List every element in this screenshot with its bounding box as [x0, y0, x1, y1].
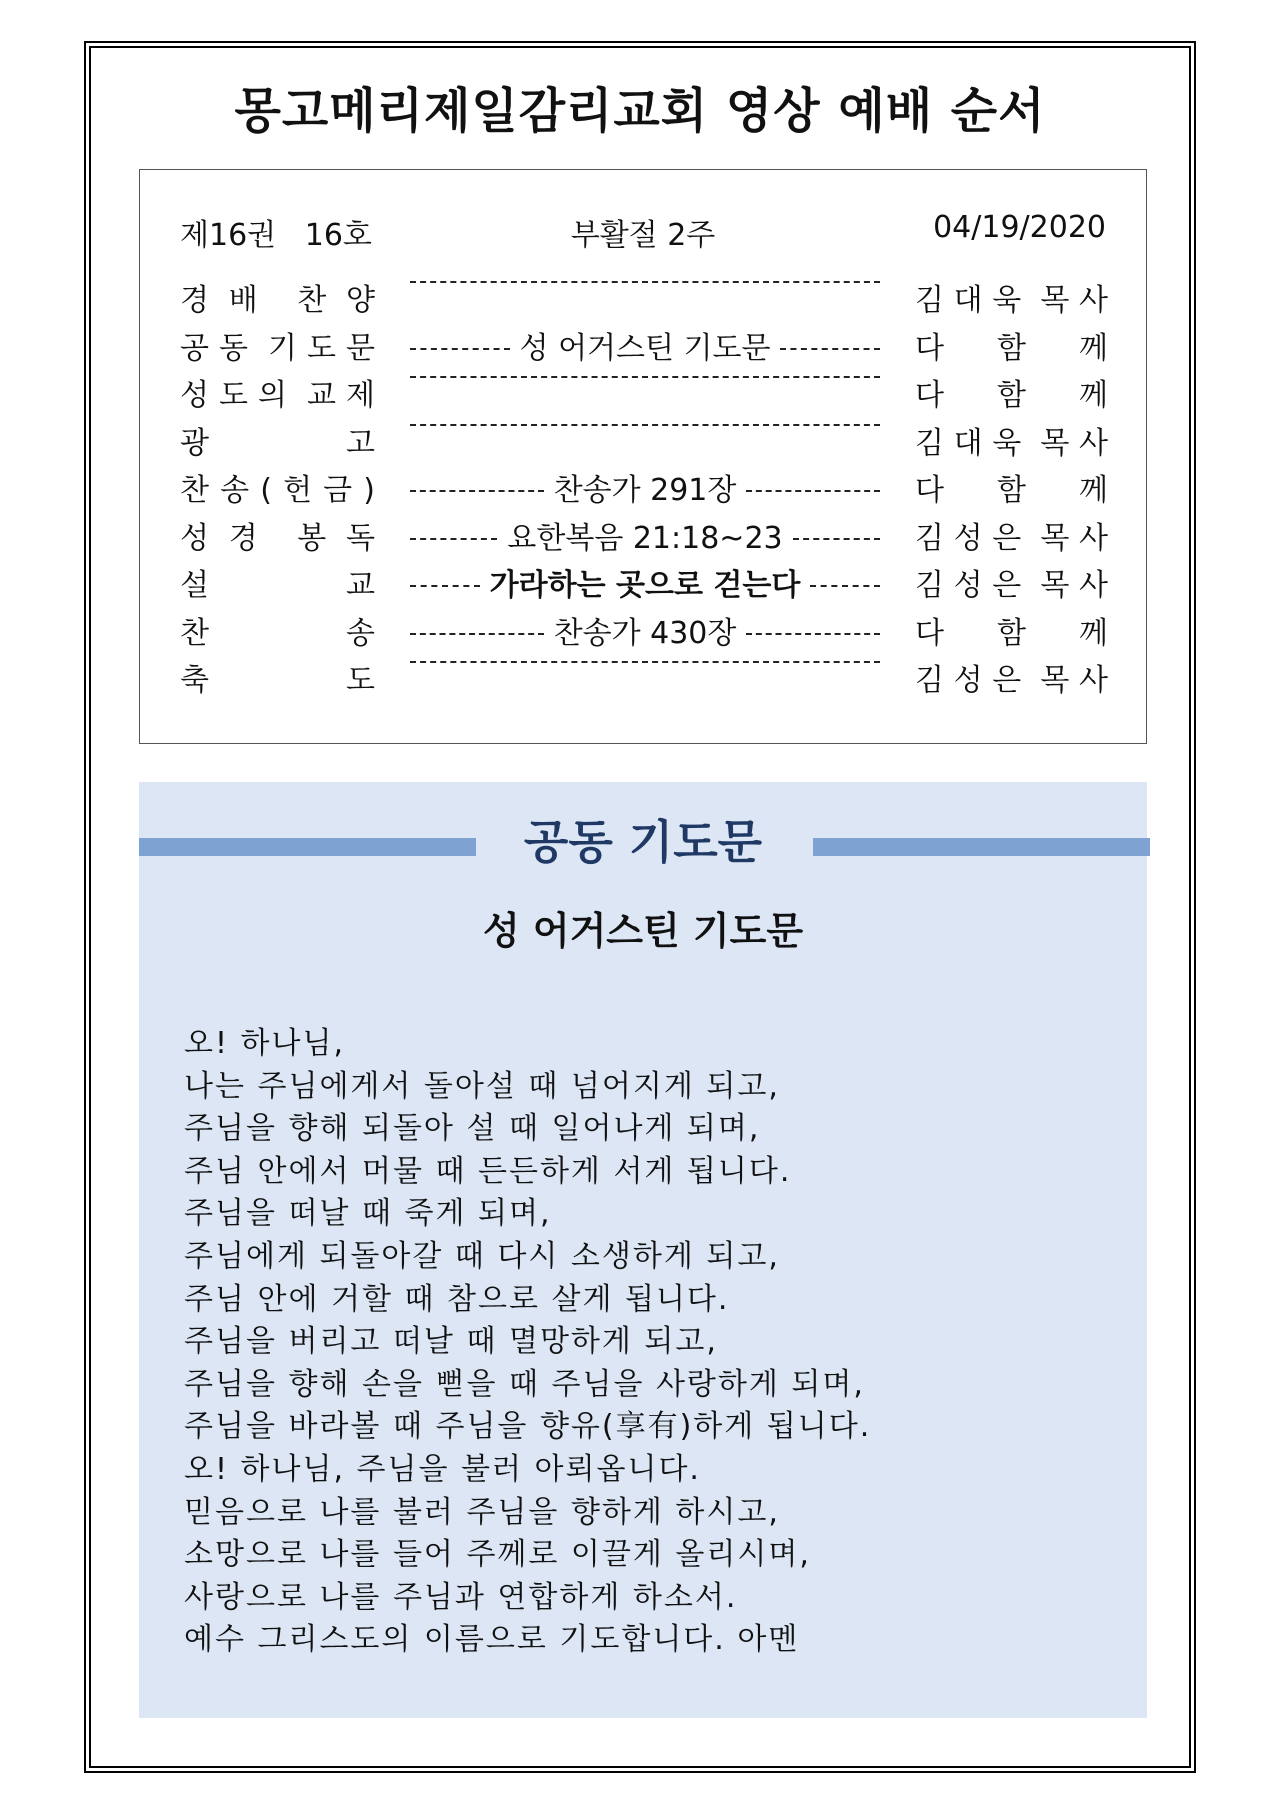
dash-leader	[410, 376, 880, 378]
order-item-detail	[410, 376, 880, 378]
order-leader-char: 다	[915, 615, 944, 651]
order-item-leader	[915, 281, 1108, 321]
dash-leader	[410, 348, 510, 350]
order-item-char: 금	[323, 473, 353, 508]
bulletin-header	[180, 210, 1106, 253]
panel-heading-row	[139, 812, 1147, 872]
order-item-char: 헌	[283, 473, 313, 508]
order-item-char: 독	[346, 520, 375, 556]
order-item-char: 도	[307, 330, 336, 366]
order-row	[180, 329, 1106, 377]
order-item-name	[180, 376, 375, 416]
dash-leader	[793, 538, 880, 540]
order-leader-char: 사	[1078, 425, 1108, 461]
order-leader-char: 다	[915, 473, 944, 508]
prayer-line: 나는 주님에게서 돌아설 때 넘어지게 되고,	[184, 1068, 780, 1104]
order-item-char: 찬	[180, 615, 209, 651]
prayer-line: 주님을 바라볼 때 주님을 향유(享有)하게 됩니다.	[184, 1409, 872, 1445]
order-item-leader	[915, 614, 1108, 654]
order-item-char: 성	[180, 378, 209, 413]
order-leader-char: 함	[996, 378, 1026, 413]
dash-leader	[410, 281, 880, 283]
prayer-line: 믿음으로 나를 불러 주님을 향하게 하시고,	[184, 1494, 780, 1530]
order-item-leader	[915, 471, 1108, 511]
prayer-line: 주님을 향해 손을 뻗을 때 주님을 사랑하게 되며,	[184, 1366, 865, 1402]
order-item-char: 경	[228, 520, 258, 556]
dash-leader	[410, 424, 880, 426]
order-item-leader	[915, 376, 1108, 416]
order-leader-char: 함	[996, 615, 1026, 651]
order-item-detail	[410, 471, 880, 511]
order-row	[180, 281, 1106, 329]
order-item-detail	[410, 519, 880, 559]
order-item-detail-text: 찬송가 291장	[553, 473, 737, 508]
prayer-line: 주님을 향해 되돌아 설 때 일어나게 되며,	[184, 1111, 761, 1147]
order-item-char: 배	[228, 283, 258, 318]
order-leader-char: 사	[1078, 663, 1108, 698]
order-leader-char: 다	[915, 330, 944, 366]
dash-leader	[746, 490, 880, 492]
order-item-name	[180, 614, 375, 654]
sermon-title: 가라하는 곳으로 걷는다	[489, 568, 801, 603]
season-label: 부활절 2주	[570, 218, 716, 253]
panel-heading-text: 공동 기도문	[488, 815, 798, 869]
order-row	[180, 471, 1106, 519]
order-leader-char: 은	[992, 520, 1022, 556]
order-item-char: 봉	[297, 520, 327, 556]
order-row	[180, 424, 1106, 472]
order-leader-char: 께	[1078, 378, 1108, 413]
order-leader-char: 다	[915, 378, 944, 413]
order-leader-char: 욱	[992, 425, 1022, 461]
order-leader-char: 김	[915, 568, 944, 603]
order-item-name	[180, 329, 375, 369]
order-leader-char: 사	[1078, 568, 1108, 603]
order-item-detail	[410, 281, 880, 283]
order-item-detail	[410, 424, 880, 426]
order-item-detail-text: 찬송가 430장	[553, 615, 737, 651]
order-item-char: 도	[219, 378, 248, 413]
prayer-title: 성 어거스틴 기도문	[482, 909, 804, 953]
order-leader-char: 김	[915, 520, 944, 556]
order-item-char: 찬	[297, 283, 327, 318]
order-item-leader	[915, 661, 1108, 701]
order-row	[180, 519, 1106, 567]
worship-order-box	[139, 169, 1147, 744]
order-item-char: 찬	[180, 473, 209, 508]
order-leader-char: 성	[953, 663, 983, 698]
order-item-char: )	[363, 473, 375, 508]
prayer-line: 주님에게 되돌아갈 때 다시 소생하게 되고,	[184, 1238, 780, 1274]
common-prayer-panel	[139, 782, 1147, 1718]
order-row	[180, 566, 1106, 614]
order-row	[180, 614, 1106, 662]
dash-leader	[410, 585, 480, 587]
panel-heading	[139, 812, 1147, 872]
order-item-detail	[410, 661, 880, 663]
order-item-char: 송	[346, 615, 375, 651]
prayer-line: 주님 안에 거할 때 참으로 살게 됩니다.	[184, 1281, 730, 1317]
dash-leader	[780, 348, 880, 350]
order-item-char: 설	[180, 568, 209, 603]
order-leader-char: 목	[1040, 283, 1070, 318]
prayer-line: 오! 하나님,	[184, 1026, 346, 1061]
prayer-line: 오! 하나님, 주님을 불러 아뢰옵니다.	[184, 1451, 701, 1487]
order-item-char: 광	[180, 425, 209, 461]
order-leader-char: 김	[915, 425, 944, 461]
order-item-char: 양	[346, 283, 375, 318]
order-leader-char: 목	[1040, 425, 1070, 461]
order-item-leader	[915, 519, 1108, 559]
order-item-char: 교	[307, 378, 336, 413]
order-leader-char: 목	[1040, 520, 1070, 556]
order-leader-char: 함	[996, 330, 1026, 366]
order-leader-char: 은	[992, 568, 1022, 603]
order-item-char: 경	[180, 283, 209, 318]
order-leader-char: 김	[915, 283, 944, 318]
order-item-char: (	[260, 473, 272, 508]
order-leader-char: 께	[1078, 615, 1108, 651]
prayer-line: 주님 안에서 머물 때 든든하게 서게 됩니다.	[184, 1153, 792, 1189]
dash-leader	[410, 538, 497, 540]
order-leader-char: 성	[953, 568, 983, 603]
order-leader-char: 함	[996, 473, 1026, 508]
order-item-detail	[410, 566, 880, 606]
volume-number: 제16권 16호	[180, 218, 372, 253]
order-leader-char: 께	[1078, 473, 1108, 508]
order-item-char: 성	[180, 520, 209, 556]
order-leader-char: 성	[953, 520, 983, 556]
order-item-name	[180, 519, 375, 559]
order-item-char: 의	[258, 378, 287, 413]
dash-leader	[746, 633, 880, 635]
order-item-leader	[915, 424, 1108, 464]
order-leader-char: 대	[953, 425, 983, 461]
order-item-char: 고	[346, 425, 375, 461]
order-item-char: 공	[180, 330, 209, 366]
order-item-char: 도	[346, 663, 375, 698]
order-item-char: 동	[219, 330, 248, 366]
order-item-name	[180, 566, 375, 606]
order-item-char: 제	[346, 378, 375, 413]
order-item-name	[180, 281, 375, 321]
order-item-leader	[915, 329, 1108, 369]
order-row	[180, 661, 1106, 709]
order-item-char: 기	[268, 330, 297, 366]
dash-leader	[410, 490, 544, 492]
order-leader-char: 께	[1078, 330, 1108, 366]
prayer-line: 예수 그리스도의 이름으로 기도합니다. 아멘	[184, 1622, 800, 1658]
prayer-line: 주님을 떠날 때 죽게 되며,	[184, 1196, 552, 1232]
prayer-line: 사랑으로 나를 주님과 연합하게 하소서.	[184, 1579, 738, 1615]
order-list	[180, 281, 1106, 709]
order-item-name	[180, 471, 375, 511]
order-item-char: 축	[180, 663, 209, 698]
dash-leader	[410, 661, 880, 663]
prayer-line: 주님을 버리고 떠날 때 멸망하게 되고,	[184, 1324, 718, 1360]
order-item-detail	[410, 329, 880, 369]
order-item-char: 교	[346, 568, 375, 603]
order-leader-char: 목	[1040, 568, 1070, 603]
dash-leader	[810, 585, 880, 587]
prayer-text	[184, 1023, 1117, 1662]
order-item-name	[180, 424, 375, 464]
order-leader-char: 목	[1040, 663, 1070, 698]
order-item-detail	[410, 614, 880, 654]
order-leader-char: 은	[992, 663, 1022, 698]
order-item-leader	[915, 566, 1108, 606]
order-leader-char: 사	[1078, 520, 1108, 556]
bulletin-date: 04/19/2020	[933, 210, 1106, 245]
order-item-name	[180, 661, 375, 701]
prayer-line: 소망으로 나를 들어 주께로 이끌게 올리시며,	[184, 1537, 811, 1573]
order-leader-char: 김	[915, 663, 944, 698]
dash-leader	[410, 633, 544, 635]
order-item-char: 문	[346, 330, 375, 366]
order-row	[180, 376, 1106, 424]
page-title: 몽고메리제일감리교회 영상 예배 순서	[234, 83, 1046, 139]
order-item-char: 송	[220, 473, 250, 508]
order-item-detail-text: 요한복음 21:18~23	[507, 520, 783, 556]
order-leader-char: 욱	[992, 283, 1022, 318]
order-leader-char: 대	[953, 283, 983, 318]
order-item-detail-text: 성 어거스틴 기도문	[519, 330, 771, 366]
order-leader-char: 사	[1078, 283, 1108, 318]
